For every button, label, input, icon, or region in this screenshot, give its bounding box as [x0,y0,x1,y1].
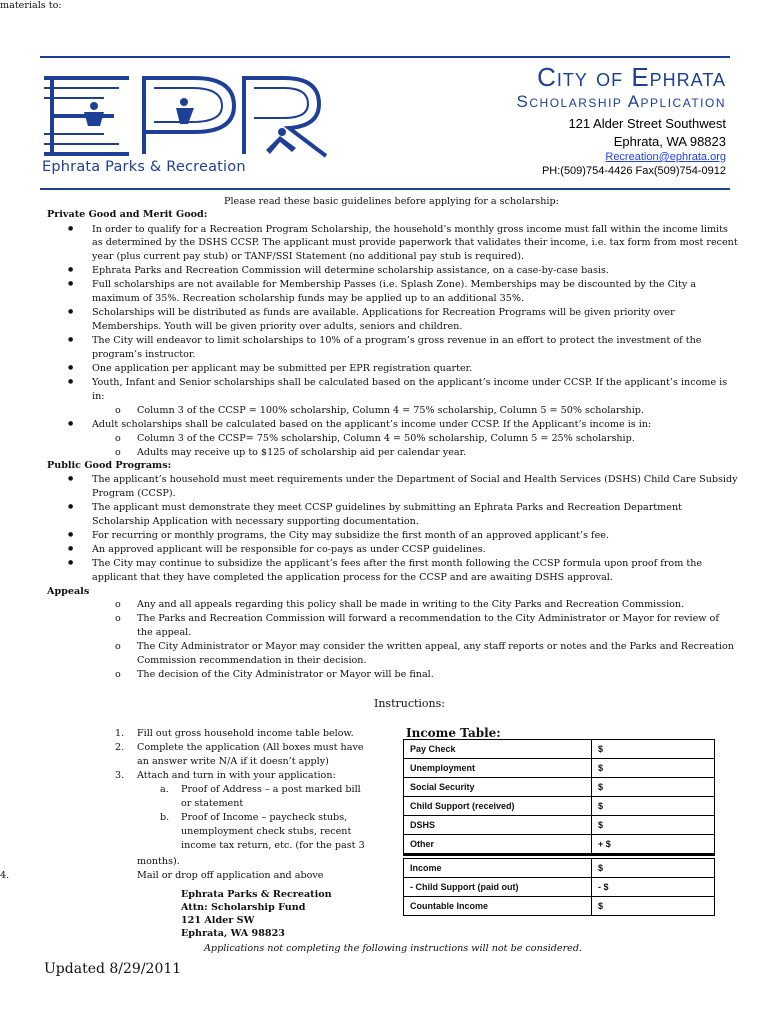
income-table-title: Income Table: [406,726,501,740]
bullet-icon: ● [68,545,74,552]
income-label: Social Security [404,778,592,797]
income-amount-field[interactable]: + $ [592,835,715,855]
step-text: unemployment check stubs, recent [181,826,352,837]
section-heading: Public Good Programs: [47,460,172,471]
step-text: Complete the application (All boxes must have [137,742,364,753]
guideline-line: the appeal. [137,627,192,638]
guideline-line: Scholarships will be distributed as funds are available. Applications for Recreation Programs will be given priority over [92,307,675,318]
bullet-icon: ● [68,475,74,482]
guideline-line: Adult scholarships shall be calculated based on the applicant’s income under CCSP. If the Applicant’s income is in: [92,419,652,430]
guideline-line: as determined by the DSHS CCSP. The applicant must provide paperwork that validates their income, i.e. tax form from most recent [92,237,738,248]
guideline-line: The City will endeavor to limit scholarships to 10% of a program’s gross revenue in an effort to protect the investment of the [92,335,702,346]
address-line-1: 121 Alder Street Southwest [568,116,726,131]
logo-caption: Ephrata Parks & Recreation [42,159,246,175]
sub-bullet-icon: o [115,613,121,624]
income-label: Pay Check [404,740,592,759]
bullet-icon: ● [68,531,74,538]
guideline-line: Memberships. Youth will be given priority over adults, seniors and children. [92,321,463,332]
income-label: Unemployment [404,759,592,778]
address-line-2: Ephrata, WA 98823 [613,134,726,149]
step-text: materials to: [0,0,62,11]
guideline-line: The City Administrator or Mayor may consider the written appeal, any staff reports or notes and the Parks and Recreation [137,641,734,652]
guideline-line: Program (CCSP). [92,488,176,499]
guideline-line: applicant that they have completed the application process for the CCSP and are awaiting DSHS approval. [92,572,613,583]
income-amount-field[interactable]: $ [592,816,715,835]
guideline-line: In order to qualify for a Recreation Program Scholarship, the household’s monthly gross income must fall within the income limits [92,224,728,235]
income-label: Income [404,859,592,878]
income-amount-field[interactable]: $ [592,897,715,916]
guideline-line: Column 3 of the CCSP= 75% scholarship, Column 4 = 50% scholarship, Column 5 = 25% scholarship. [137,433,635,444]
income-row [404,897,715,916]
updated-date: Updated 8/29/2011 [44,961,182,977]
guideline-line: For recurring or monthly programs, the City may subsidize the first month of an approved applicant’s fee. [92,530,610,541]
bullet-icon: ● [68,420,74,427]
city-title: City of Ephrata [537,62,726,92]
guideline-line: in: [92,391,105,402]
bullet-icon: ● [68,503,74,510]
sub-bullet-icon: o [115,447,121,458]
bullet-icon: ● [68,364,74,371]
guideline-line: Full scholarships are not available for Membership Passes (i.e. Splash Zone). Memberships may be discounted by the City a [92,279,697,290]
income-row [404,859,715,878]
step-text: Attach and turn in with your application: [137,770,336,781]
income-amount-field[interactable]: $ [592,859,715,878]
completion-note: Applications not completing the following instructions will not be considered. [204,943,583,954]
step-number: 1. [115,728,125,739]
step-text: Mail or drop off application and above [137,870,324,881]
step-number: 3. [115,770,125,781]
income-label: Other [404,835,592,855]
guideline-line: Ephrata Parks and Recreation Commission will determine scholarship assistance, on a case-by-case basis. [92,265,609,276]
application-title: Scholarship Application [516,92,726,111]
guideline-line: Scholarship Application with necessary supporting documentation. [92,516,419,527]
income-amount-field[interactable]: $ [592,778,715,797]
mailing-address-line: 121 Alder SW [181,915,255,926]
guideline-line: Any and all appeals regarding this policy shall be made in writing to the City Parks and Recreation Commission. [137,599,685,610]
guideline-line: The applicant’s household must meet requirements under the Department of Social and Health Services (DSHS) Child Care Subsidy [92,474,738,485]
step-text: or statement [181,798,244,809]
income-row [404,797,715,816]
step-text: months). [137,856,180,867]
guideline-line: year (plus current pay stub) or TANF/SSI Statement (no additional pay stub is required). [92,251,525,262]
income-table [403,739,715,916]
step-text: Proof of Address – a post marked bill [181,784,361,795]
sub-bullet-icon: o [115,641,121,652]
step-number: 2. [115,742,125,753]
guideline-line: maximum of 35%. Recreation scholarship funds may be applied up to an additional 35%. [92,293,525,304]
guideline-line: The Parks and Recreation Commission will forward a recommendation to the City Administrator or Mayor for review of [137,613,719,624]
bullet-icon: ● [68,378,74,385]
email-link[interactable]: Recreation@ephrata.org [605,151,726,163]
income-row [404,878,715,897]
sub-bullet-icon: o [115,433,121,444]
instructions-title: Instructions: [374,697,445,710]
step-text: Fill out gross household income table below. [137,728,354,739]
income-row [404,816,715,835]
step-text: income tax return, etc. (for the past 3 [181,840,365,851]
step-number: a. [160,784,169,795]
guideline-line: Please read these basic guidelines before applying for a scholarship: [224,196,559,207]
guideline-line: Youth, Infant and Senior scholarships shall be calculated based on the applicant’s income under CCSP. If the applicant’s income is [92,377,728,388]
income-label: Countable Income [404,897,592,916]
income-row [404,759,715,778]
bullet-icon: ● [68,308,74,315]
mailing-address-line: Attn: Scholarship Fund [181,902,306,913]
income-amount-field[interactable]: $ [592,740,715,759]
section-heading: Private Good and Merit Good: [47,209,208,220]
bullet-icon: ● [68,225,74,232]
sub-bullet-icon: o [115,669,121,680]
guideline-line: Commission recommendation in their decision. [137,655,367,666]
mailing-address-line: Ephrata, WA 98823 [181,928,285,939]
bullet-icon: ● [68,280,74,287]
income-row [404,740,715,759]
epr-logo [34,66,334,166]
section-heading: Appeals [47,586,90,597]
income-row [404,835,715,855]
sub-bullet-icon: o [115,599,121,610]
bullet-icon: ● [68,266,74,273]
step-text: an answer write N/A if it doesn’t apply) [137,756,329,767]
bullet-icon: ● [68,559,74,566]
bullet-icon: ● [68,336,74,343]
guideline-line: The decision of the City Administrator or Mayor will be final. [137,669,434,680]
sub-bullet-icon: o [115,405,121,416]
income-amount-field[interactable]: - $ [592,878,715,897]
phone-fax: PH:(509)754-4426 Fax(509)754-0912 [541,165,726,177]
income-label: DSHS [404,816,592,835]
header-bottom-rule [40,188,730,190]
step-number: 4. [0,870,10,881]
guideline-line: Column 3 of the CCSP = 100% scholarship, Column 4 = 75% scholarship, Column 5 = 50% scholarship. [137,405,644,416]
income-label: - Child Support (paid out) [404,878,592,897]
step-number: b. [160,812,170,823]
guideline-line: Adults may receive up to $125 of scholarship aid per calendar year. [137,447,467,458]
mailing-address-line: Ephrata Parks & Recreation [181,889,332,900]
income-label: Child Support (received) [404,797,592,816]
guideline-line: One application per applicant may be submitted per EPR registration quarter. [92,363,473,374]
guideline-line: The applicant must demonstrate they meet CCSP guidelines by submitting an Ephrata Parks and Recreation Department [92,502,682,513]
guideline-line: program’s instructor. [92,349,196,360]
step-text: Proof of Income – paycheck stubs, [181,812,348,823]
header-top-rule [40,56,730,58]
guideline-line: An approved applicant will be responsible for co-pays as under CCSP guidelines. [92,544,486,555]
income-amount-field[interactable]: $ [592,797,715,816]
guideline-line: The City may continue to subsidize the applicant’s fees after the first month following the CCSP formula upon proof from the [92,558,703,569]
income-row [404,778,715,797]
income-amount-field[interactable]: $ [592,759,715,778]
